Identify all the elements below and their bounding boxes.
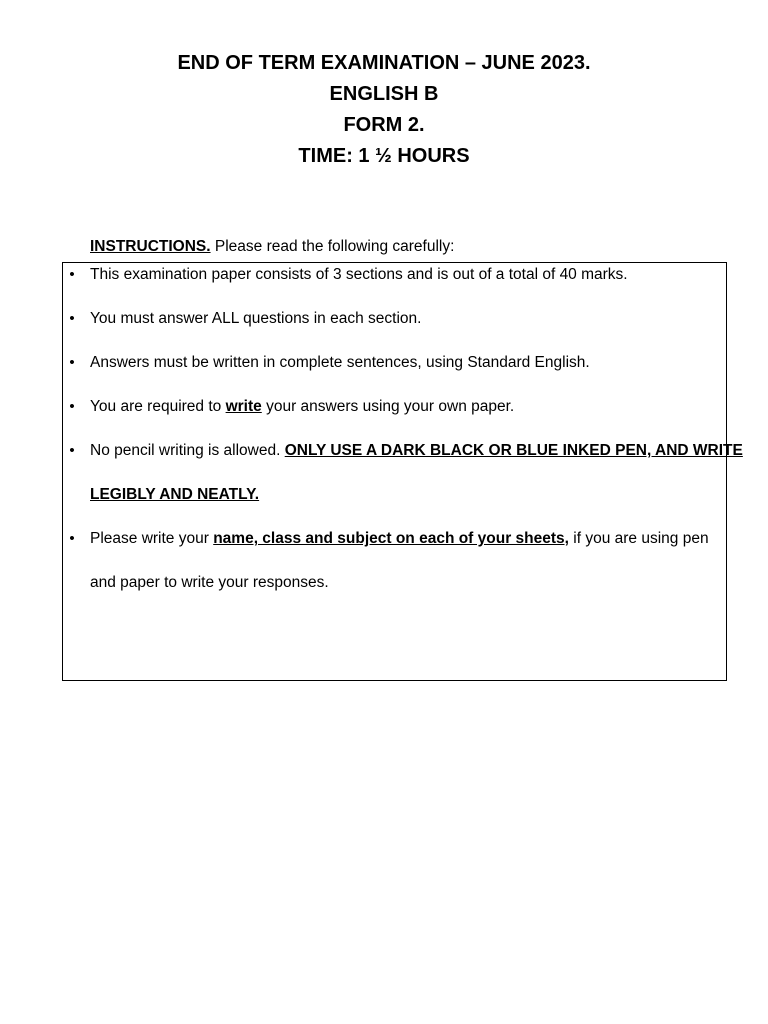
bullet-icon: •	[69, 398, 75, 415]
instruction-emphasis: ONLY USE A DARK BLACK OR BLUE INKED PEN, AND WRITE	[284, 442, 743, 459]
instruction-text-before: You are required to	[90, 398, 226, 415]
instructions-heading	[90, 237, 454, 257]
instruction-text	[90, 441, 743, 461]
exam-subject: ENGLISH B	[329, 83, 439, 105]
instruction-text	[90, 529, 709, 549]
instruction-emphasis: name, class and subject on each of your sheets,	[213, 530, 569, 547]
instruction-text-before: No pencil writing is allowed.	[90, 442, 285, 459]
exam-title: END OF TERM EXAMINATION – JUNE 2023.	[177, 52, 591, 74]
instruction-text-before: Please write your	[90, 530, 214, 547]
instructions-box	[62, 262, 743, 681]
exam-header	[0, 48, 768, 172]
instructions-intro: Please read the following carefully:	[210, 238, 455, 255]
bullet-icon: •	[69, 266, 75, 283]
bullet-icon: •	[69, 354, 75, 371]
instruction-text-after: if you are using pen	[568, 530, 709, 547]
exam-time: TIME: 1 ½ HOURS	[298, 145, 470, 167]
bullet-icon: •	[69, 530, 75, 547]
instruction-emphasis-continuation: LEGIBLY AND NEATLY.	[90, 486, 260, 503]
instructions-label: INSTRUCTIONS.	[90, 238, 211, 255]
instruction-text: You must answer ALL questions in each section.	[90, 310, 422, 327]
instruction-text-after: your answers using your own paper.	[261, 398, 515, 415]
instruction-text: Answers must be written in complete sentences, using Standard English.	[90, 354, 590, 371]
instruction-text: This examination paper consists of 3 sections and is out of a total of 40 marks.	[90, 266, 628, 283]
instruction-text-continuation: and paper to write your responses.	[90, 574, 329, 591]
bullet-icon: •	[69, 442, 75, 459]
bullet-icon: •	[69, 310, 75, 327]
instruction-emphasis: write	[225, 398, 262, 415]
instruction-text	[90, 397, 514, 417]
exam-form: FORM 2.	[343, 114, 425, 136]
